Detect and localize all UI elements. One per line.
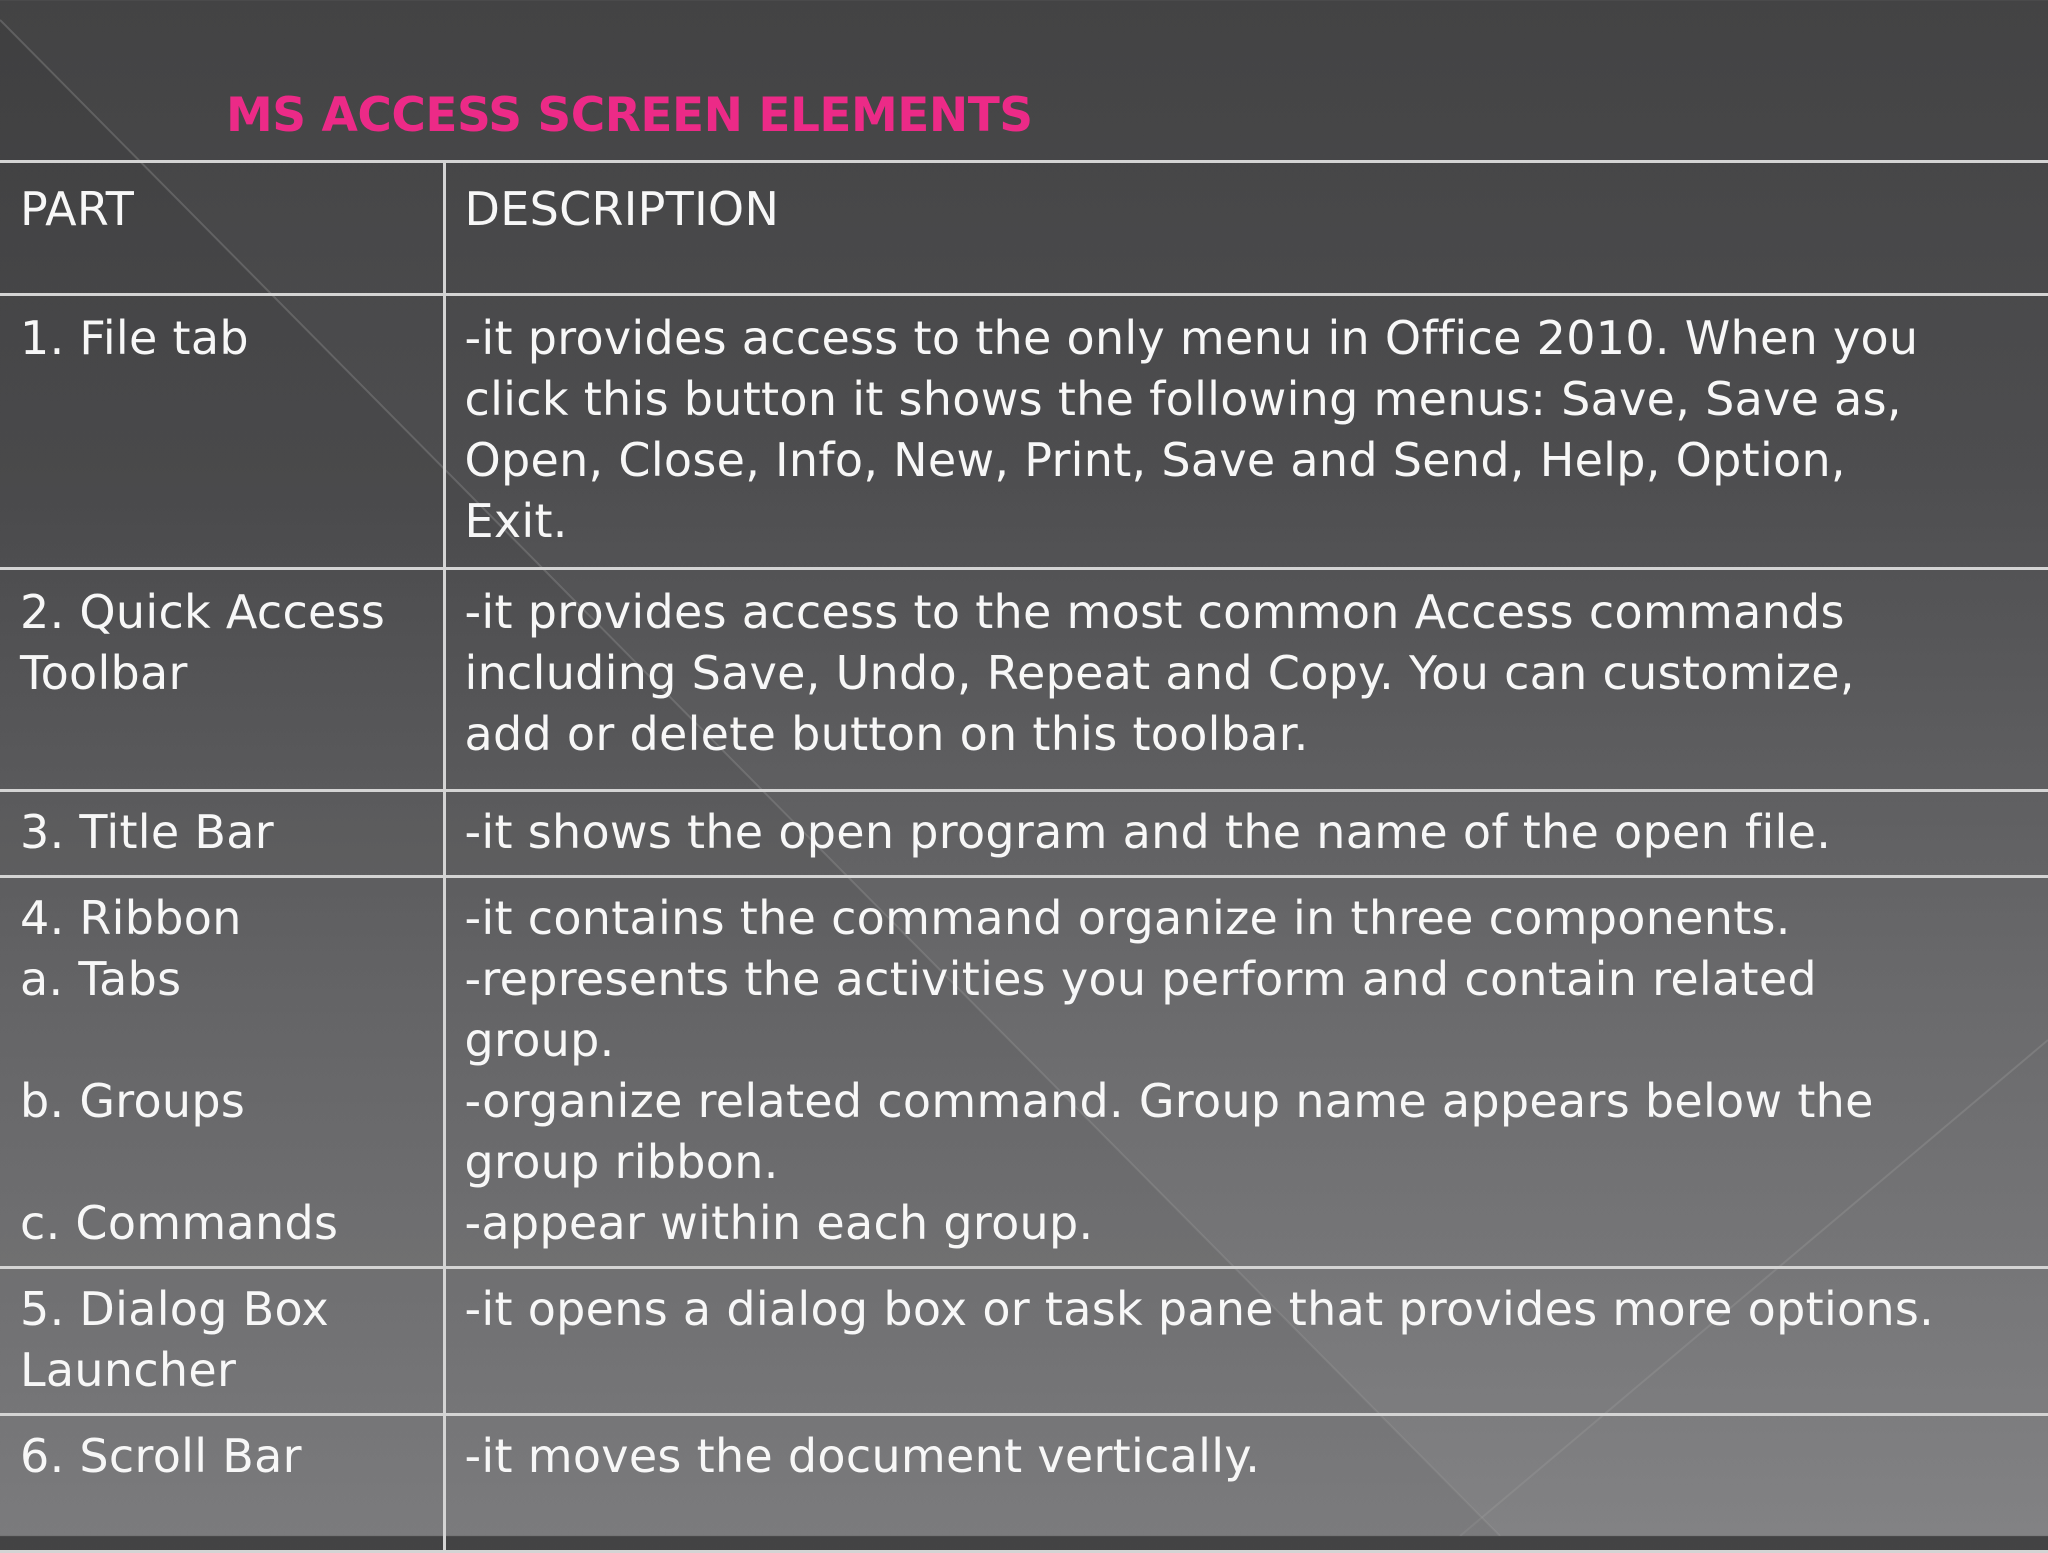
header-part: PART (0, 162, 444, 295)
part-cell: 6. Scroll Bar (0, 1415, 444, 1552)
table-row-dialog-box-launcher (0, 1268, 2048, 1415)
part-cell: 5. Dialog Box Launcher (0, 1268, 444, 1415)
part-cell: 4. Ribbon a. Tabs b. Groups c. Commands (0, 877, 444, 1268)
table-header-row (0, 162, 2048, 295)
table-row-scroll-bar (0, 1415, 2048, 1552)
table-row-file-tab (0, 295, 2048, 569)
description-cell: -it opens a dialog box or task pane that provides more options. (444, 1268, 2048, 1415)
description-cell: -it provides access to the most common Access commands including Save, Undo, Repeat and Copy. You can customize, add or delete button on this toolbar. (444, 569, 2048, 791)
table-row-ribbon (0, 877, 2048, 1268)
table-row-title-bar (0, 791, 2048, 877)
part-cell: 3. Title Bar (0, 791, 444, 877)
description-cell: -it shows the open program and the name of the open file. (444, 791, 2048, 877)
part-cell: 1. File tab (0, 295, 444, 569)
header-description: DESCRIPTION (444, 162, 2048, 295)
description-cell: -it moves the document vertically. (444, 1415, 2048, 1552)
slide-title: MS ACCESS SCREEN ELEMENTS (226, 88, 1033, 143)
screen-elements-table (0, 160, 2048, 1553)
part-cell: 2. Quick Access Toolbar (0, 569, 444, 791)
description-cell: -it provides access to the only menu in Office 2010. When you click this button it shows the following menus: Save, Save as, Open, Close, Info, New, Print, Save and Send, Help, Option, Exit. (444, 295, 2048, 569)
table-row-quick-access-toolbar (0, 569, 2048, 791)
description-cell: -it contains the command organize in three components. -represents the activities you perform and contain related group. -organize related command. Group name appears below the group ribbon. -appear within each group. (444, 877, 2048, 1268)
